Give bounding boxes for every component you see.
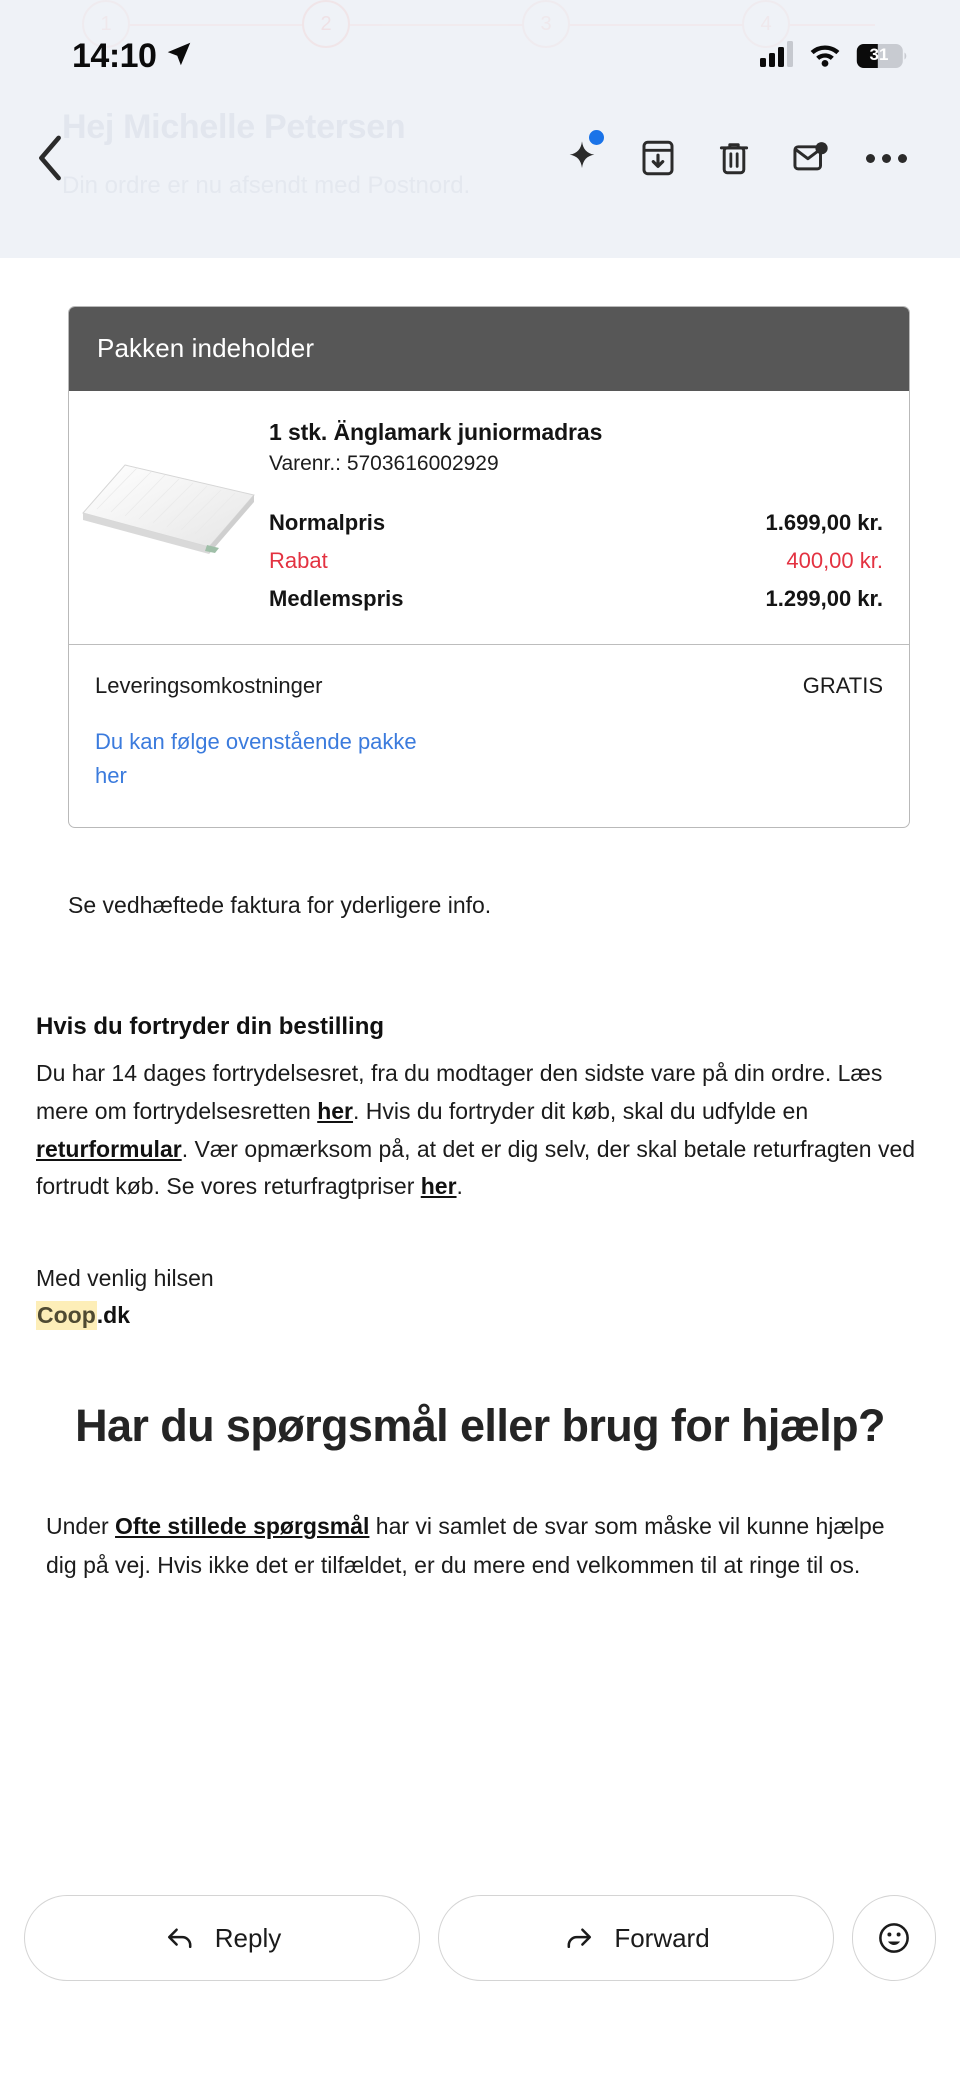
battery-percent-label: 31 [869, 45, 889, 64]
cancellation-paragraph [36, 1055, 924, 1206]
signature-block [36, 1260, 924, 1335]
product-details [269, 413, 883, 618]
location-arrow-icon [164, 39, 194, 74]
product-title: 1 stk. Änglamark juniormadras [269, 419, 603, 445]
battery-indicator [856, 43, 908, 69]
invoice-note: Se vedhæftede faktura for yderligere info. [68, 892, 492, 919]
cancellation-text-part-2: . Hvis du fortryder dit køb, skal du udfylde en [353, 1097, 809, 1124]
signature-greeting: Med venlig hilsen [36, 1265, 214, 1292]
help-paragraph [46, 1507, 914, 1585]
email-toolbar [0, 122, 960, 194]
package-contents-card [68, 306, 910, 828]
brand-suffix: .dk [96, 1302, 130, 1329]
help-heading: Har du spørgsmål eller brug for hjælp? [75, 1399, 885, 1451]
archive-box-icon [637, 137, 679, 179]
ai-summarize-button[interactable] [544, 128, 620, 188]
product-sku [269, 452, 883, 476]
signature-brand [36, 1297, 924, 1334]
faq-link[interactable] [115, 1513, 369, 1539]
email-body [0, 306, 960, 1585]
price-label: Rabat [269, 548, 328, 573]
mark-unread-envelope-icon [789, 137, 831, 179]
price-label: Normalpris [269, 510, 386, 535]
price-label: Medlemspris [269, 586, 404, 611]
shipping-cost-label: Leveringsomkostninger [95, 673, 323, 698]
shipping-cost-row [69, 645, 909, 703]
reply-arrow-icon [163, 1921, 197, 1955]
archive-button[interactable] [620, 128, 696, 188]
reply-button-label: Reply [214, 1922, 282, 1953]
price-row-medlemspris [269, 580, 883, 618]
stepper-step-3: 3 [522, 0, 570, 48]
stepper-step-4: 4 [742, 0, 790, 48]
help-text-part-1: Under [46, 1513, 116, 1540]
mark-unread-button[interactable] [772, 128, 848, 188]
back-button[interactable] [22, 135, 78, 181]
juniormadras-thumbnail-image [79, 453, 259, 563]
price-value: 1.299,00 kr. [765, 586, 883, 611]
price-value: 400,00 kr. [786, 548, 883, 573]
forward-arrow-icon [562, 1921, 596, 1955]
price-row-normalpris [269, 504, 883, 542]
reply-button[interactable] [24, 1895, 420, 1981]
track-package-link[interactable]: Du kan følge ovenstående pakke her [95, 729, 417, 789]
tracking-link-wrap [69, 703, 909, 827]
cancellation-heading: Hvis du fortryder din bestilling [36, 1013, 385, 1041]
emoji-reaction-button[interactable] [852, 1895, 936, 1981]
more-options-icon [866, 154, 907, 163]
delete-button[interactable] [696, 128, 772, 188]
faq-link-label: Ofte stillede spørgsmål [115, 1513, 370, 1540]
wifi-icon [808, 41, 842, 72]
product-sku-value: 5703616002929 [346, 452, 499, 475]
cellular-signal-icon [760, 41, 794, 72]
product-sku-label: Varenr.: [269, 452, 341, 475]
smiley-face-icon [875, 1919, 913, 1957]
cancellation-text-part-1: Du har 14 dages fortrydelsesret, fra du modtager den sidste vare på din ordre. Læs mere om fortrydelsesretten [36, 1060, 883, 1124]
ghost-email-title: Hej Michelle Petersen [62, 108, 406, 146]
ai-new-badge [589, 130, 604, 145]
status-bar-right [760, 41, 908, 72]
cancellation-link-her-1[interactable]: her [317, 1097, 354, 1124]
cancellation-text-part-3: . Vær opmærksom på, at det er dig selv, der skal betale returfragten ved fortrudt køb. Se vores returfragtpriser [36, 1135, 916, 1200]
cancellation-section [36, 1013, 924, 1206]
status-bar-left [72, 37, 194, 76]
cancellation-text-part-4: . [456, 1173, 463, 1200]
package-card-header: Pakken indeholder [69, 307, 909, 391]
forward-button-label: Forward [614, 1922, 710, 1953]
cancellation-link-returformular[interactable]: returformular [36, 1135, 182, 1162]
forward-button[interactable] [438, 1895, 834, 1981]
cancellation-link-her-2[interactable]: her [420, 1173, 457, 1200]
more-options-button[interactable] [848, 128, 924, 188]
email-action-bar [0, 1878, 960, 1998]
shipping-cost-value: GRATIS [802, 673, 883, 698]
status-clock: 14:10 [72, 36, 157, 75]
status-bar [0, 26, 960, 86]
trash-icon [713, 137, 755, 179]
price-value: 1.699,00 kr. [765, 510, 883, 535]
price-row-rabat [269, 542, 883, 580]
price-table [269, 504, 883, 618]
top-chrome [0, 0, 960, 258]
package-line-item [69, 391, 909, 645]
help-text-part-2: har vi samlet de svar som måske vil kunne hjælpe dig på vej. Hvis ikke det er tilfældet, er du mere end velkommen til at ringe til os. [46, 1513, 885, 1579]
chevron-left-icon [35, 135, 65, 181]
stepper-step-1: 1 [82, 0, 130, 48]
stepper-step-2: 2 [302, 0, 350, 48]
brand-highlight-coop[interactable]: Coop [37, 1302, 96, 1329]
product-thumbnail [69, 413, 269, 563]
ghost-email-subtitle: Din ordre er nu afsendt med Postnord. [62, 172, 471, 199]
